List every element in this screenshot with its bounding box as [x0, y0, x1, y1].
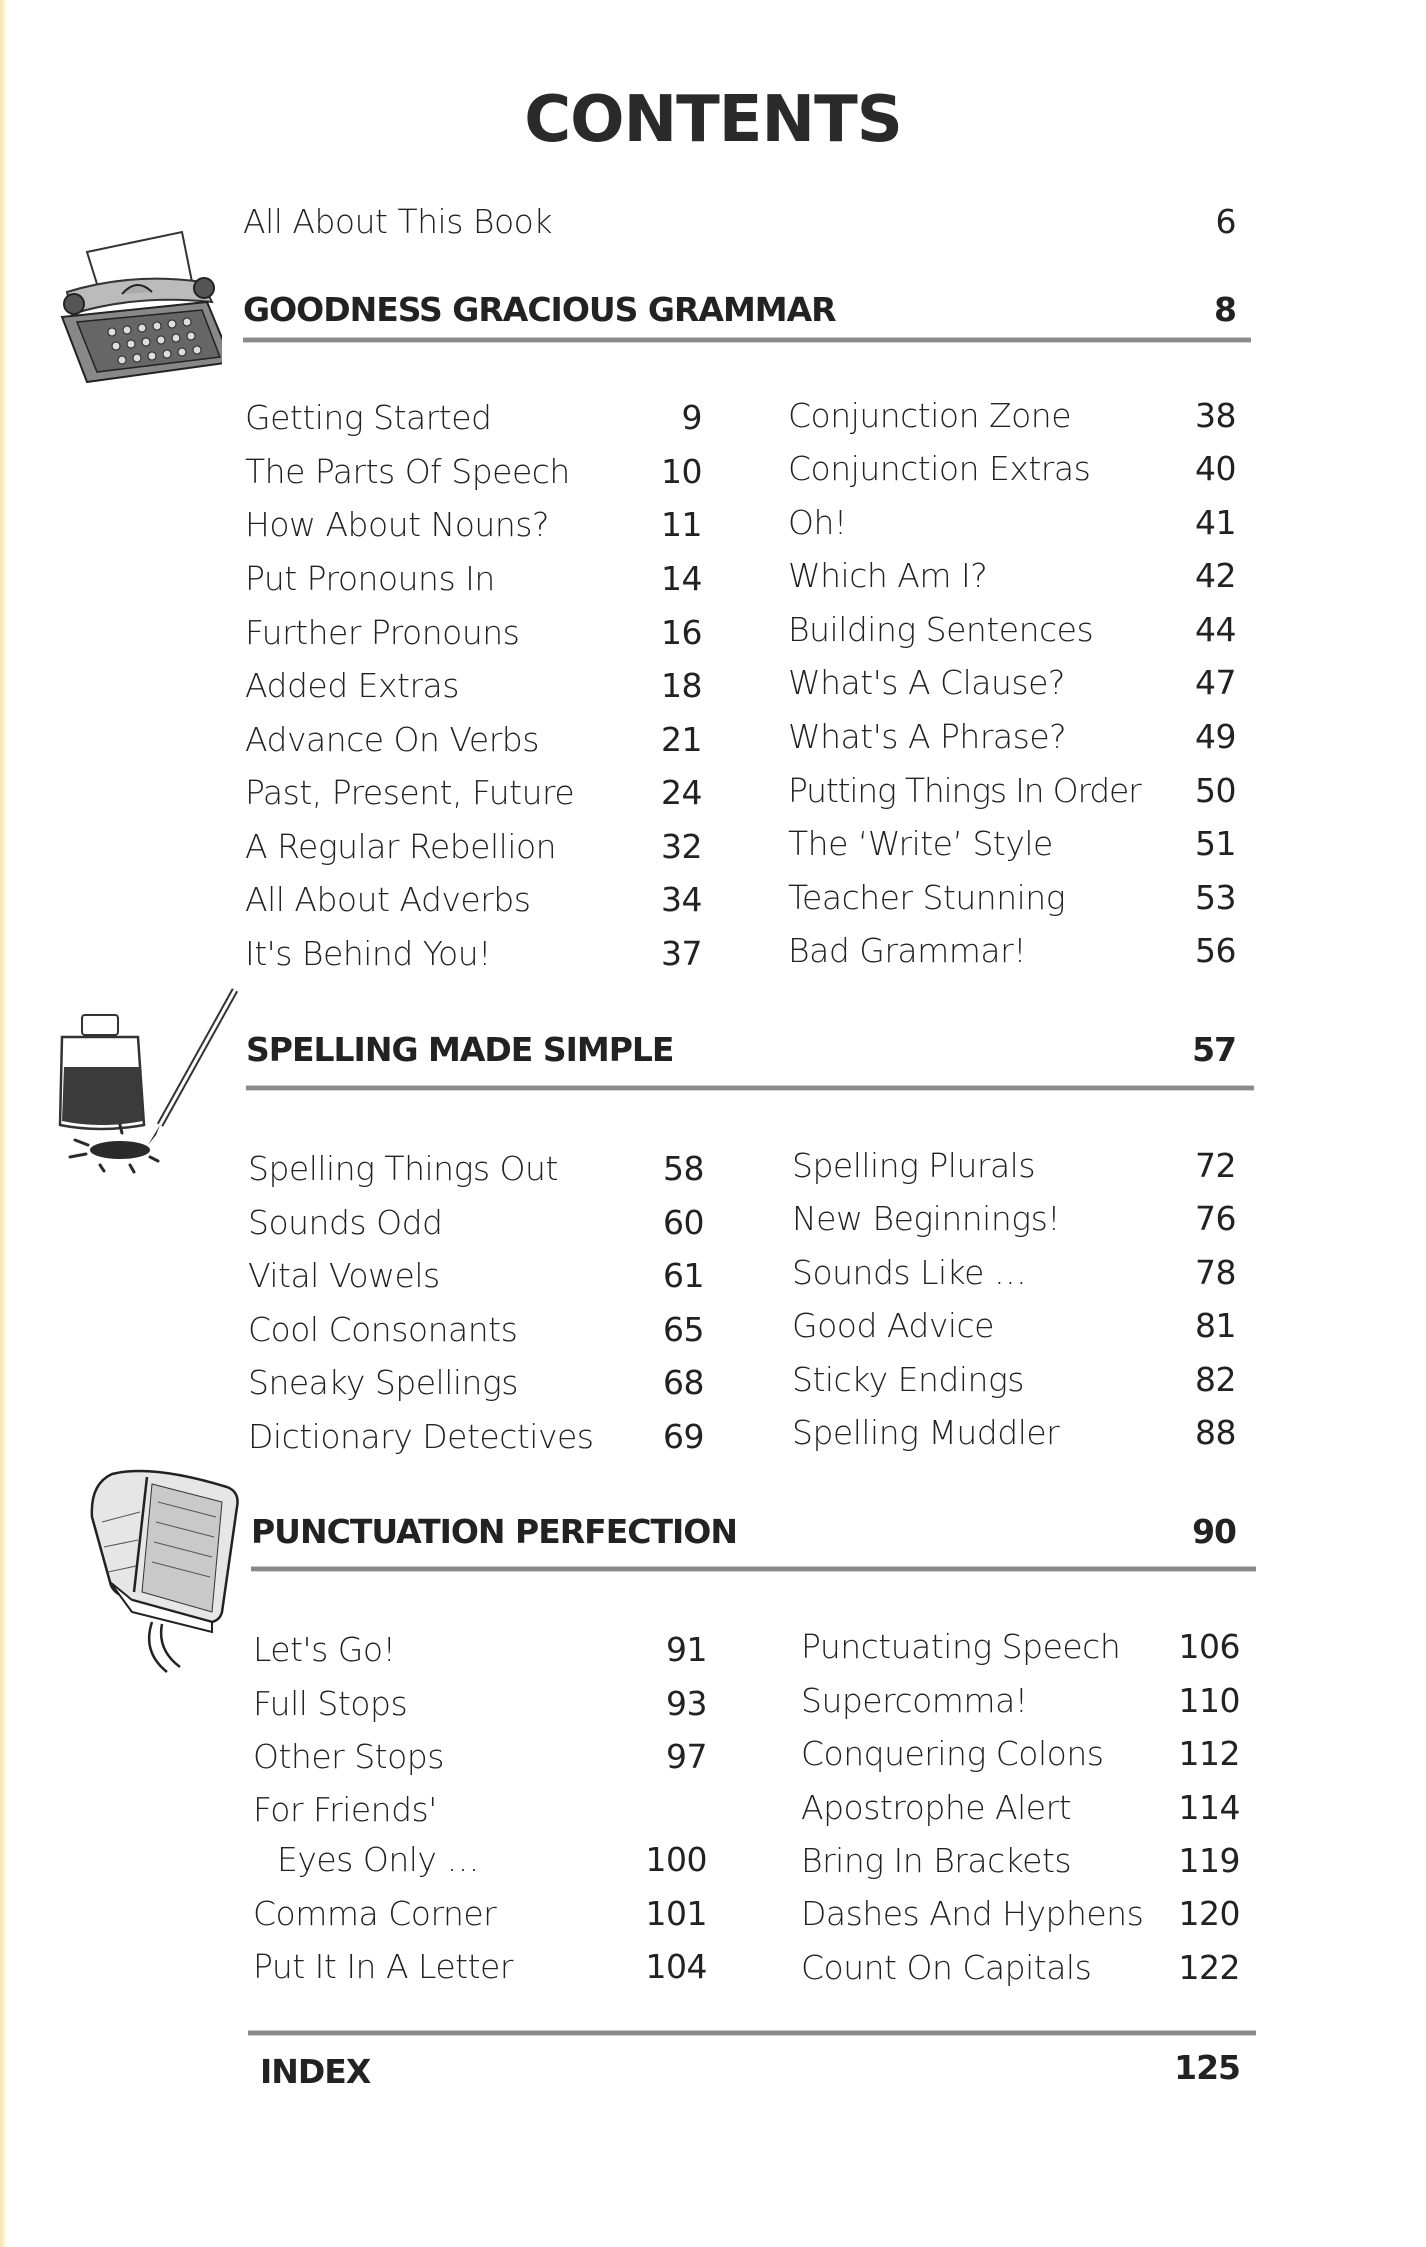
toc-page: 60 [663, 1203, 704, 1242]
toc-entry[interactable]: Spelling Plurals [792, 1146, 1036, 1185]
toc-page: 50 [1195, 771, 1236, 810]
toc-page: 18 [661, 666, 702, 705]
toc-page: 82 [1195, 1360, 1236, 1399]
toc-entry[interactable]: It's Behind You! [245, 934, 491, 973]
toc-page: 11 [661, 505, 702, 544]
toc-page-intro: 6 [1215, 202, 1236, 241]
toc-page: 61 [663, 1256, 704, 1295]
toc-page: 76 [1195, 1199, 1236, 1238]
toc-entry[interactable]: Sounds Odd [248, 1203, 443, 1242]
page-edge [0, 0, 7, 2247]
book-icon [72, 1462, 242, 1677]
toc-entry[interactable]: Comma Corner [253, 1894, 497, 1933]
toc-page: 120 [1178, 1894, 1240, 1933]
toc-page: 58 [663, 1149, 704, 1188]
toc-entry[interactable]: Bad Grammar! [788, 931, 1026, 970]
toc-entry[interactable]: Vital Vowels [248, 1256, 440, 1295]
toc-page: 97 [666, 1737, 707, 1776]
toc-entry[interactable]: Putting Things In Order [788, 771, 1141, 810]
toc-entry[interactable]: Eyes Only … [277, 1840, 479, 1879]
toc-page: 10 [661, 452, 702, 491]
toc-entry[interactable]: Supercomma! [801, 1681, 1028, 1720]
toc-page: 122 [1178, 1948, 1240, 1987]
toc-page: 34 [661, 880, 702, 919]
toc-page: 88 [1195, 1413, 1236, 1452]
toc-page: 68 [663, 1363, 704, 1402]
page-title: CONTENTS [524, 83, 902, 157]
section-page-grammar: 8 [1214, 290, 1236, 329]
toc-entry[interactable]: Conjunction Zone [788, 396, 1072, 435]
toc-page: 37 [661, 934, 702, 973]
toc-entry[interactable]: Building Sentences [788, 610, 1094, 649]
toc-page: 119 [1178, 1841, 1240, 1880]
toc-page: 112 [1178, 1734, 1240, 1773]
toc-page: 101 [645, 1894, 707, 1933]
toc-page: 93 [666, 1684, 707, 1723]
toc-page: 49 [1195, 717, 1236, 756]
toc-page: 69 [663, 1417, 704, 1456]
section-divider [246, 1085, 1254, 1091]
toc-entry[interactable]: What's A Phrase? [788, 717, 1067, 756]
toc-entry[interactable]: Apostrophe Alert [801, 1788, 1072, 1827]
section-heading-spelling[interactable]: SPELLING MADE SIMPLE [246, 1030, 674, 1069]
toc-entry[interactable]: New Beginnings! [792, 1199, 1060, 1238]
toc-page: 47 [1195, 663, 1236, 702]
toc-entry[interactable]: What's A Clause? [788, 663, 1065, 702]
toc-entry[interactable]: The ‘Write’ Style [788, 824, 1053, 863]
section-divider [243, 337, 1251, 343]
toc-page: 53 [1195, 878, 1236, 917]
toc-entry[interactable]: The Parts Of Speech [245, 452, 570, 491]
toc-entry[interactable]: Sneaky Spellings [248, 1363, 518, 1402]
toc-entry[interactable]: Let's Go! [253, 1630, 396, 1669]
toc-entry[interactable]: Bring In Brackets [801, 1841, 1072, 1880]
toc-entry[interactable]: Spelling Muddler [792, 1413, 1060, 1452]
toc-entry[interactable]: Punctuating Speech [801, 1627, 1121, 1666]
section-page-spelling: 57 [1192, 1030, 1236, 1069]
toc-entry[interactable]: Conquering Colons [801, 1734, 1104, 1773]
toc-page: 41 [1195, 503, 1236, 542]
toc-entry[interactable]: Conjunction Extras [788, 449, 1091, 488]
toc-page: 114 [1178, 1788, 1240, 1827]
toc-entry[interactable]: Put It In A Letter [253, 1947, 513, 1986]
toc-entry[interactable]: Further Pronouns [245, 613, 520, 652]
toc-entry[interactable]: All About Adverbs [245, 880, 531, 919]
toc-page: 100 [645, 1840, 707, 1879]
toc-page: 40 [1195, 449, 1236, 488]
toc-entry[interactable]: For Friends' [253, 1790, 437, 1829]
toc-page: 16 [661, 613, 702, 652]
toc-page: 110 [1178, 1681, 1240, 1720]
toc-page: 81 [1195, 1306, 1236, 1345]
toc-entry-intro[interactable]: All About This Book [243, 202, 552, 241]
toc-page: 91 [666, 1630, 707, 1669]
toc-entry[interactable]: Past, Present, Future [245, 773, 575, 812]
section-divider [251, 1566, 1256, 1572]
toc-entry[interactable]: Cool Consonants [248, 1310, 518, 1349]
toc-page: 51 [1195, 824, 1236, 863]
toc-page: 44 [1195, 610, 1236, 649]
toc-page: 106 [1178, 1627, 1240, 1666]
toc-entry[interactable]: Good Advice [792, 1306, 994, 1345]
toc-page: 9 [681, 398, 702, 437]
toc-page: 32 [661, 827, 702, 866]
toc-entry[interactable]: Full Stops [253, 1684, 408, 1723]
toc-page: 78 [1195, 1253, 1236, 1292]
toc-entry[interactable]: Sounds Like … [792, 1253, 1027, 1292]
toc-entry[interactable]: Which Am I? [788, 556, 988, 595]
toc-page: 38 [1195, 396, 1236, 435]
toc-entry[interactable]: A Regular Rebellion [245, 827, 557, 866]
toc-page: 14 [661, 559, 702, 598]
index-divider [248, 2030, 1256, 2036]
section-heading-punctuation[interactable]: PUNCTUATION PERFECTION [251, 1512, 737, 1551]
index-page: 125 [1174, 2048, 1240, 2087]
toc-entry[interactable]: Put Pronouns In [245, 559, 495, 598]
toc-entry[interactable]: Spelling Things Out [248, 1149, 558, 1188]
toc-page: 72 [1195, 1146, 1236, 1185]
toc-page: 24 [661, 773, 702, 812]
section-page-punctuation: 90 [1192, 1512, 1236, 1551]
toc-entry[interactable]: Advance On Verbs [245, 720, 539, 759]
typewriter-icon [42, 222, 222, 392]
toc-page: 21 [661, 720, 702, 759]
toc-entry[interactable]: Other Stops [253, 1737, 444, 1776]
toc-entry[interactable]: Oh! [788, 503, 847, 542]
toc-entry[interactable]: Count On Capitals [801, 1948, 1092, 1987]
toc-entry[interactable]: Teacher Stunning [788, 878, 1066, 917]
toc-entry[interactable]: Dictionary Detectives [248, 1417, 594, 1456]
index-heading[interactable]: INDEX [260, 2052, 371, 2091]
toc-page: 104 [645, 1947, 707, 1986]
toc-entry[interactable]: Getting Started [245, 398, 492, 437]
toc-entry[interactable]: How About Nouns? [245, 505, 549, 544]
toc-page: 65 [663, 1310, 704, 1349]
toc-entry[interactable]: Sticky Endings [792, 1360, 1024, 1399]
toc-page: 56 [1195, 931, 1236, 970]
toc-entry[interactable]: Added Extras [245, 666, 459, 705]
ink-bottle-pen-icon [30, 975, 245, 1175]
toc-page: 42 [1195, 556, 1236, 595]
section-heading-grammar[interactable]: GOODNESS GRACIOUS GRAMMAR [243, 290, 836, 329]
toc-entry[interactable]: Dashes And Hyphens [801, 1894, 1144, 1933]
